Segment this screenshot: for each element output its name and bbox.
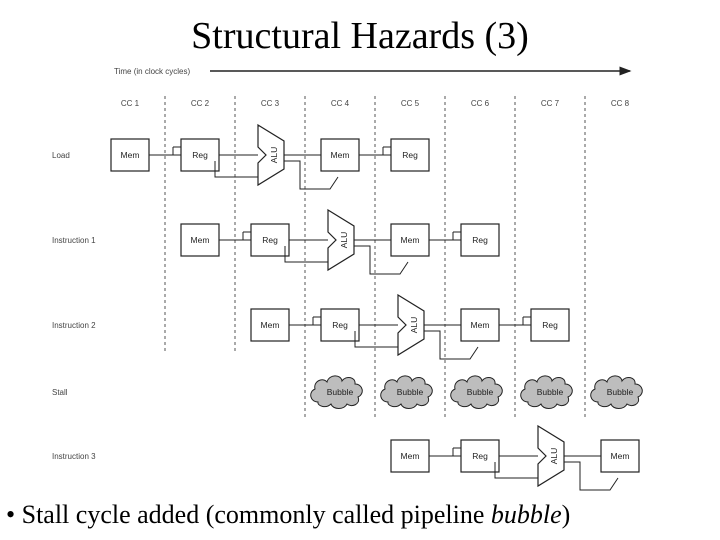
pipeline-row — [52, 295, 569, 359]
bullet-suffix: ) — [561, 500, 571, 529]
clock-cycle-label: CC 3 — [260, 99, 280, 108]
clock-cycle-label: CC 6 — [470, 99, 490, 108]
clock-cycle-label: CC 8 — [610, 99, 630, 108]
pipeline-row — [52, 210, 499, 274]
stage-connector — [453, 232, 461, 240]
bullet-symbol: • — [6, 500, 16, 529]
reg-stage-label: Reg — [332, 320, 348, 330]
alu-stage-label: ALU — [339, 231, 349, 249]
mem-stage-label: Mem — [120, 150, 140, 160]
bullet-text: Stall cycle added (commonly called pipeline — [21, 500, 491, 529]
pipeline-row — [52, 426, 639, 490]
row-label: Stall — [52, 388, 68, 397]
stage-connector — [453, 448, 461, 456]
reg-stage-label: Reg — [192, 150, 208, 160]
mem-stage-label: Mem — [260, 320, 280, 330]
bullet-point — [6, 500, 720, 530]
clock-cycle-label: CC 1 — [120, 99, 140, 108]
bubble-label: Bubble — [396, 387, 424, 397]
stage-connector — [173, 147, 181, 155]
bubble-label: Bubble — [536, 387, 564, 397]
pipeline-row — [52, 125, 429, 189]
mem-stage-label: Mem — [330, 150, 350, 160]
bubble-label: Bubble — [326, 387, 354, 397]
clock-cycle-label: CC 7 — [540, 99, 560, 108]
row-label: Instruction 1 — [52, 236, 96, 245]
alu-stage-label: ALU — [269, 146, 279, 164]
time-axis-label: Time (in clock cycles) — [114, 67, 191, 76]
mem-stage-label: Mem — [610, 451, 630, 461]
pipeline-wire — [285, 246, 328, 262]
mem-stage-label: Mem — [190, 235, 210, 245]
reg-stage-label: Reg — [542, 320, 558, 330]
row-label: Instruction 3 — [52, 452, 96, 461]
reg-stage-label: Reg — [472, 235, 488, 245]
clock-cycle-label: CC 4 — [330, 99, 350, 108]
bubble-label: Bubble — [466, 387, 494, 397]
pipeline-wire — [215, 161, 258, 177]
mem-stage-label: Mem — [400, 451, 420, 461]
pipeline-row — [52, 376, 642, 409]
reg-stage-label: Reg — [402, 150, 418, 160]
stage-connector — [523, 317, 531, 325]
clock-cycle-label: CC 2 — [190, 99, 210, 108]
stage-connector — [383, 147, 391, 155]
pipeline-wire — [355, 331, 398, 347]
slide-title: Structural Hazards (3) — [191, 15, 529, 57]
bullet-emphasis: bubble — [490, 500, 562, 529]
alu-stage-label: ALU — [409, 316, 419, 334]
pipeline-wire — [495, 462, 538, 478]
alu-stage-label: ALU — [549, 447, 559, 465]
reg-stage-label: Reg — [262, 235, 278, 245]
mem-stage-label: Mem — [400, 235, 420, 245]
reg-stage-label: Reg — [472, 451, 488, 461]
row-label: Instruction 2 — [52, 321, 96, 330]
stage-connector — [243, 232, 251, 240]
clock-cycle-label: CC 5 — [400, 99, 420, 108]
row-label: Load — [52, 151, 70, 160]
bubble-label: Bubble — [606, 387, 634, 397]
stage-connector — [313, 317, 321, 325]
mem-stage-label: Mem — [470, 320, 490, 330]
